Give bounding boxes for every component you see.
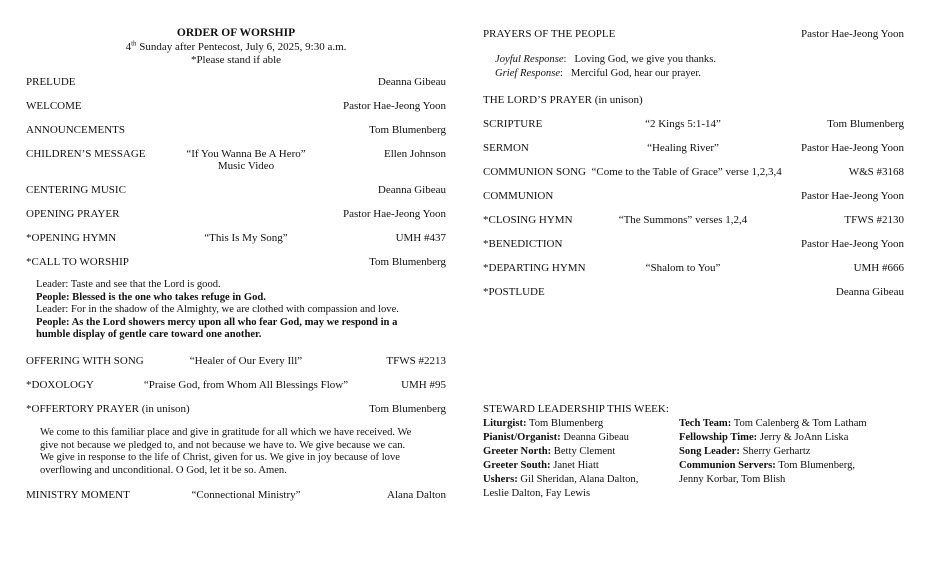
item-person: Pastor Hae-Jeong Yoon [801,238,904,250]
item-label: *BENEDICTION [483,238,563,250]
item-person: UMH #95 [401,379,446,391]
role-value: Tom Blumenberg, [775,460,856,471]
item-title: “This Is My Song” [204,232,288,244]
date-number: 4 [125,41,132,53]
item-label: PRAYERS OF THE PEOPLE [483,28,616,40]
item-person: Tom Blumenberg [369,256,446,268]
response-label: Joyful Response [495,54,564,65]
item-person: Pastor Hae-Jeong Yoon [801,28,904,40]
item-person: Deanna Gibeau [835,286,904,298]
item-label: CHILDREN’S MESSAGE [26,148,146,160]
service-date [26,41,446,53]
item-title: “Praise God, from Whom All Blessings Flow” [143,379,349,391]
item-label: *DOXOLOGY [26,379,94,391]
role-value: Jerry & JoAnn Liska [757,432,849,443]
role-label: Greeter North: [483,446,552,457]
communion-servers-cont: Jenny Korbar, Tom Blish [679,474,786,485]
role-label: Greeter South: [483,460,551,471]
tech-team [679,417,867,431]
item-person: Tom Blumenberg [369,403,446,415]
role-value: Deanna Gibeau [560,432,629,443]
item-label: COMMUNION SONG “Come to the Table of Grace” verse 1,2,3,4 [483,166,782,178]
role-label: Tech Team: [679,418,732,429]
date-text: Sunday after Pentecost, July 6, 2025, 9:30 a.m. [136,41,347,53]
item-person: Pastor Hae-Jeong Yoon [343,100,446,112]
item-person: Ellen Johnson [383,148,446,160]
item-person: Pastor Hae-Jeong Yoon [801,142,904,154]
role-label: Ushers: [483,474,518,485]
item-label: MINISTRY MOMENT [26,489,130,501]
item-person: Tom Blumenberg [369,124,446,136]
role-value: Tom Calenberg & Tom Latham [731,418,867,429]
ushers [483,473,638,487]
prayer-line: give not because we pledged to, and not because we have to. We give because we can. [40,439,406,451]
fellowship-time [679,431,867,445]
item-person: Pastor Hae-Jeong Yoon [343,208,446,220]
item-person: UMH #666 [853,262,904,274]
offertory-prayer-text [40,427,452,477]
item-label: SCRIPTURE [483,118,543,130]
role-value: Sherry Gerhartz [739,446,811,457]
role-label: Fellowship Time: [679,432,758,443]
item-label: *CALL TO WORSHIP [26,256,129,268]
role-label: Pianist/Organist: [483,432,561,443]
item-title: “Healing River” [647,142,719,154]
item-label: COMMUNION [483,190,554,202]
stand-note: *Please stand if able [190,54,282,66]
item-person: W&S #3168 [848,166,904,178]
item-person: Tom Blumenberg [827,118,904,130]
item-person: Deanna Gibeau [377,76,446,88]
greeter-north [483,445,638,459]
item-label: CENTERING MUSIC [26,184,126,196]
item-label: OPENING PRAYER [26,208,120,220]
item-person: Deanna Gibeau [377,184,446,196]
item-subtitle: Music Video [217,160,275,172]
item-label: *OFFERTORY PRAYER (in unison) [26,403,190,415]
item-title: “2 Kings 5:1-14” [645,118,721,130]
leader-line: Leader: Taste and see that the Lord is good. [36,279,221,290]
call-to-worship-text [36,279,448,342]
item-title: “Connectional Ministry” [191,489,301,501]
item-title: “Shalom to You” [645,262,721,274]
role-label: Song Leader: [679,446,740,457]
page-title: ORDER OF WORSHIP [176,27,296,39]
role-label: Communion Servers: [679,460,776,471]
liturgist [483,417,638,431]
steward-right-list [679,417,867,487]
item-title: “Healer of Our Every Ill” [189,355,303,367]
item-title: “The Summons” verses 1,2,4 [618,214,748,226]
response-text: Loving God, we give you thanks. [574,54,716,65]
prayer-line: We give in response to the life of Christ, given for us. We give in joy because of love [40,452,400,464]
song-leader [679,445,867,459]
date-suffix: th [131,39,137,48]
item-label: PRELUDE [26,76,76,88]
people-line: humble display of gentle care toward one another. [36,329,262,341]
prayer-line: We come to this familiar place and give in gratitude for all which we have received. We [40,427,412,438]
steward-left-list [483,417,638,501]
item-person: Alana Dalton [387,489,446,501]
item-person: UMH #437 [395,232,446,244]
item-label: *DEPARTING HYMN [483,262,586,274]
item-person: Pastor Hae-Jeong Yoon [801,190,904,202]
item-label: WELCOME [26,100,82,112]
item-label: *CLOSING HYMN [483,214,573,226]
item-label: SERMON [483,142,529,154]
role-label: Liturgist: [483,418,527,429]
people-line: People: Blessed is the one who takes refuge in God. [36,291,266,303]
item-label: *POSTLUDE [483,286,545,298]
item-label: *OPENING HYMN [26,232,117,244]
grief-response: Grief Response: Merciful God, hear our prayer. [495,68,701,79]
role-value: Janet Hiatt [550,460,599,471]
ushers-cont: Leslie Dalton, Fay Lewis [483,488,591,499]
item-label: ANNOUNCEMENTS [26,124,125,136]
role-value: Gil Sheridan, Alana Dalton, [517,474,639,485]
item-person: TFWS #2213 [386,355,446,367]
communion-servers [679,459,867,473]
prayer-line: overflowing and unconditional. O God, let it be so. Amen. [40,464,287,476]
item-title: “If You Wanna Be A Hero” [186,148,306,160]
response-label: Grief Response [495,68,561,79]
people-line: People: As the Lord showers mercy upon all who fear God, may we respond in a [36,316,398,328]
role-value: Tom Blumenberg [526,418,604,429]
greeter-south [483,459,638,473]
item-label: THE LORD’S PRAYER (in unison) [483,94,643,106]
pianist [483,431,638,445]
steward-heading: STEWARD LEADERSHIP THIS WEEK: [483,403,669,415]
item-label: OFFERING WITH SONG [26,355,144,367]
item-person: TFWS #2130 [844,214,904,226]
response-text: Merciful God, hear our prayer. [570,68,701,79]
leader-line: Leader: For in the shadow of the Almighty, we are clothed with compassion and love. [36,304,399,316]
joyful-response: Joyful Response: Loving God, we give you thanks. [495,54,716,65]
role-value: Betty Clement [551,446,616,457]
